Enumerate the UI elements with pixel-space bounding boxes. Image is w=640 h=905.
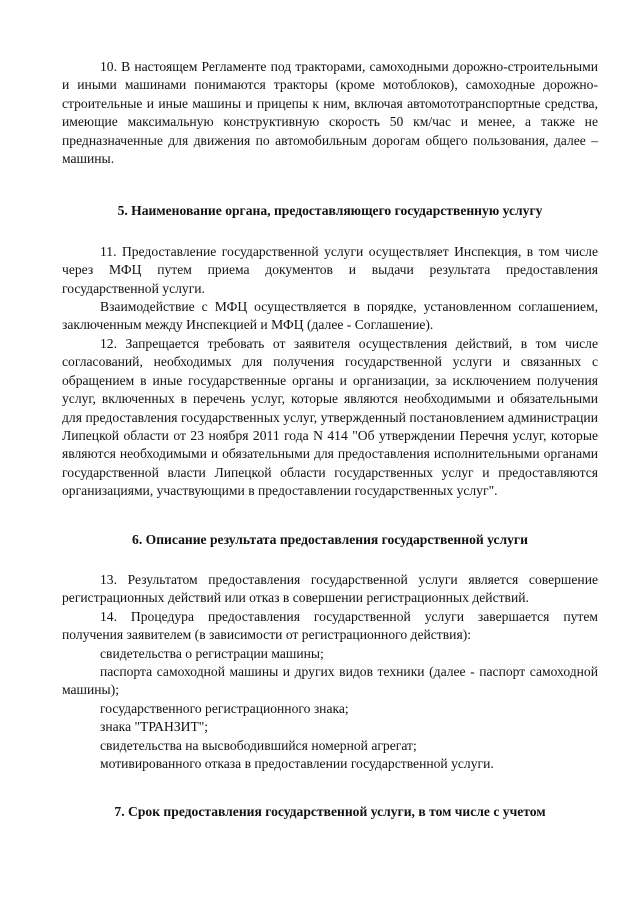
list-item: знака "ТРАНЗИТ";	[100, 719, 209, 735]
paragraph-14: 14. Процедура предоставления государственной услуги завершается путем получения заявителем (в зависимости от регистрационного действия):	[62, 608, 598, 643]
list-item: паспорта самоходной машины и других видов техники (далее - паспорт самоходной машины);	[62, 663, 598, 698]
list-item: свидетельства на высвободившийся номерной агрегат;	[100, 737, 417, 753]
paragraph-12: 12. Запрещается требовать от заявителя осуществления действий, в том числе согласований, необходимых для получения государственной услуги и связанных с обращением в иные государственные органы и организации, за исключением получения услуг, включенных в перечень услуг, которые являются необходимыми и обязательными для предоставления государственных услуг, утвержденный постановлением администрации Липецкой области от 23 ноября 2011 года N 414 "Об утверждении Перечня услуг, которые являются необходимыми и обязательными для предоставления исполнительными органами государственной власти Липецкой области государственных услуг и предоставляются организациями, участвующими в предоставлении государственных услуг".	[62, 335, 598, 499]
paragraph-11: 11. Предоставление государственной услуги осуществляет Инспекция, в том числе через МФЦ путем приема документов и выдачи результата предоставления государственной услуги.	[62, 243, 598, 296]
paragraph-10: 10. В настоящем Регламенте под тракторами, самоходными дорожно-строительными и иными машинами понимаются тракторы (кроме мотоблоков), самоходные дорожно-строительные и иные машины и прицепы к ним, включая автомототранспортные средства, имеющие максимальную конструктивную скорость 50 км/час и менее, а также не предназначенные для движения по автомобильным дорогам общего пользования, далее – машины.	[62, 59, 598, 167]
document-page	[62, 58, 598, 822]
list-item: государственного регистрационного знака;	[100, 700, 349, 716]
list-item: мотивированного отказа в предоставлении государственной услуги.	[100, 756, 494, 771]
section-7-heading: 7. Срок предоставления государственной услуги, в том числе с учетом	[114, 804, 546, 820]
section-6-heading: 6. Описание результата предоставления государственной услуги	[132, 531, 528, 547]
list-item: свидетельства о регистрации машины;	[100, 645, 324, 661]
section-5-heading: 5. Наименование органа, предоставляющего государственную услугу	[117, 203, 543, 219]
paragraph-interaction-mfc: Взаимодействие с МФЦ осуществляется в порядке, установленном соглашением, заключенным между Инспекцией и МФЦ (далее - Соглашение).	[62, 299, 598, 333]
paragraph-13: 13. Результатом предоставления государственной услуги является совершение регистрационных действий или отказ в совершении регистрационных действий.	[62, 571, 598, 606]
